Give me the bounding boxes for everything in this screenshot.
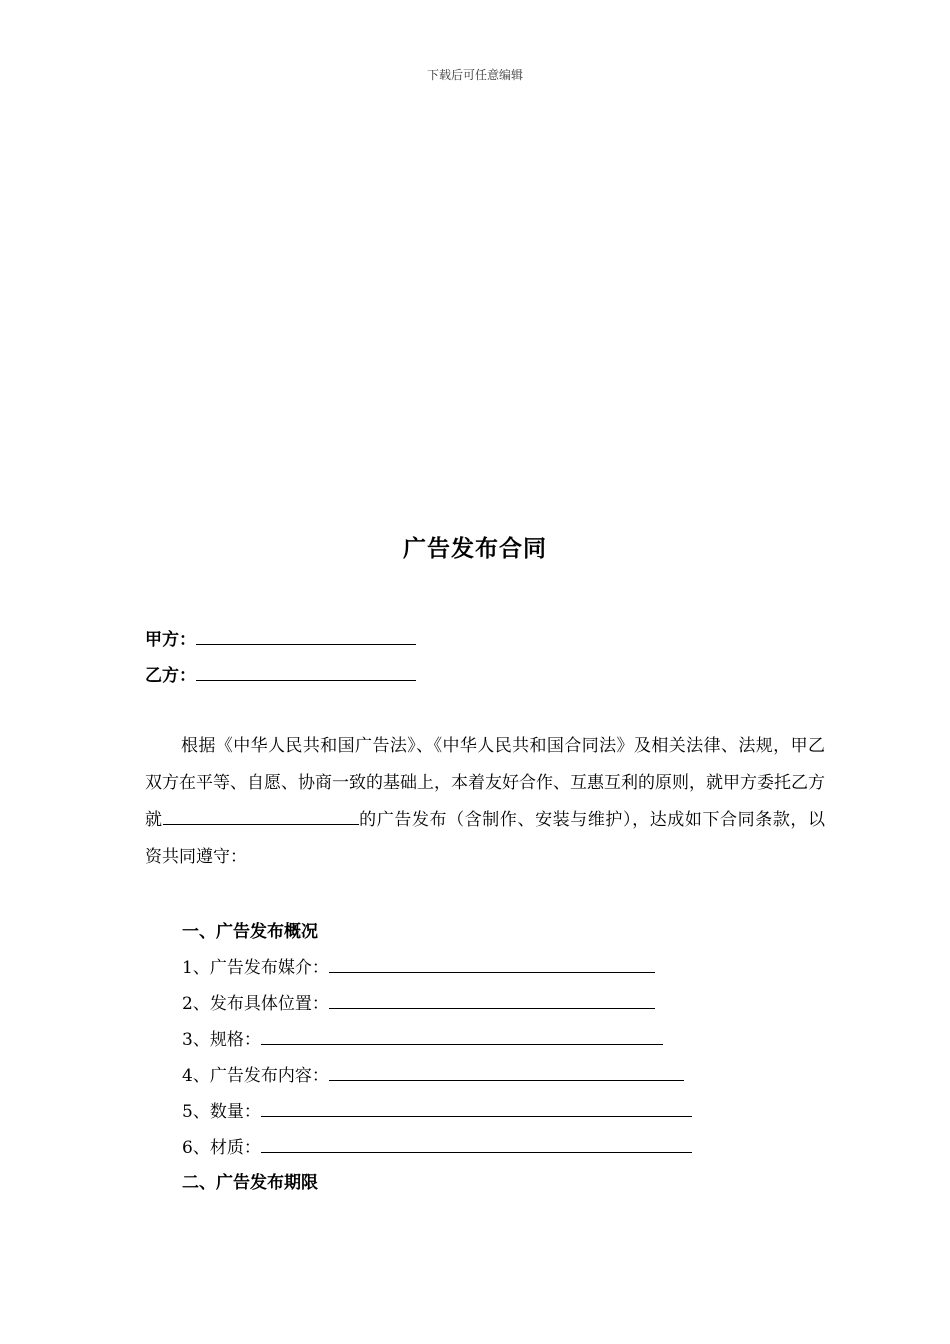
party-b-label: 乙方：	[145, 666, 196, 686]
item-spec-blank[interactable]	[261, 1027, 663, 1045]
item-quantity-label: 5、数量：	[182, 1102, 261, 1122]
section-2-heading: 二、广告发布期限	[182, 1173, 318, 1193]
item-quantity-blank[interactable]	[261, 1099, 692, 1117]
item-media	[182, 953, 655, 978]
item-material-blank[interactable]	[261, 1135, 692, 1153]
item-content-label: 4、广告发布内容：	[182, 1066, 329, 1086]
intro-paragraph	[145, 728, 825, 876]
page-header-note: 下载后可任意编辑	[426, 68, 523, 82]
item-media-label: 1、广告发布媒介：	[182, 958, 329, 978]
item-content-blank[interactable]	[329, 1063, 684, 1081]
document-title: 广告发布合同	[403, 535, 547, 562]
item-material-label: 6、材质：	[182, 1138, 261, 1158]
party-a-row	[145, 625, 416, 650]
item-spec	[182, 1025, 663, 1050]
item-content	[182, 1061, 684, 1086]
item-location	[182, 989, 655, 1014]
ad-subject-blank[interactable]	[163, 807, 359, 825]
item-media-blank[interactable]	[329, 955, 655, 973]
party-a-label: 甲方：	[145, 630, 196, 650]
party-b-blank[interactable]	[196, 663, 416, 681]
item-material	[182, 1133, 692, 1158]
party-b-row	[145, 661, 416, 686]
intro-text-part2: 的广告发布（含制作、安装与维护），达成如下合同条款，以资共同遵守：	[145, 810, 826, 867]
intro-text-part1: 根据《中华人民共和国广告法》、《中华人民共和国合同法》及相关法律、法规，甲乙双方在平等、自愿、协商一致的基础上，本着友好合作、互惠互利的原则，就甲方委托乙方就	[145, 736, 825, 830]
item-location-label: 2、发布具体位置：	[182, 994, 329, 1014]
item-spec-label: 3、规格：	[182, 1030, 261, 1050]
item-location-blank[interactable]	[329, 991, 655, 1009]
party-a-blank[interactable]	[196, 627, 416, 645]
section-1-heading: 一、广告发布概况	[182, 922, 318, 942]
item-quantity	[182, 1097, 692, 1122]
